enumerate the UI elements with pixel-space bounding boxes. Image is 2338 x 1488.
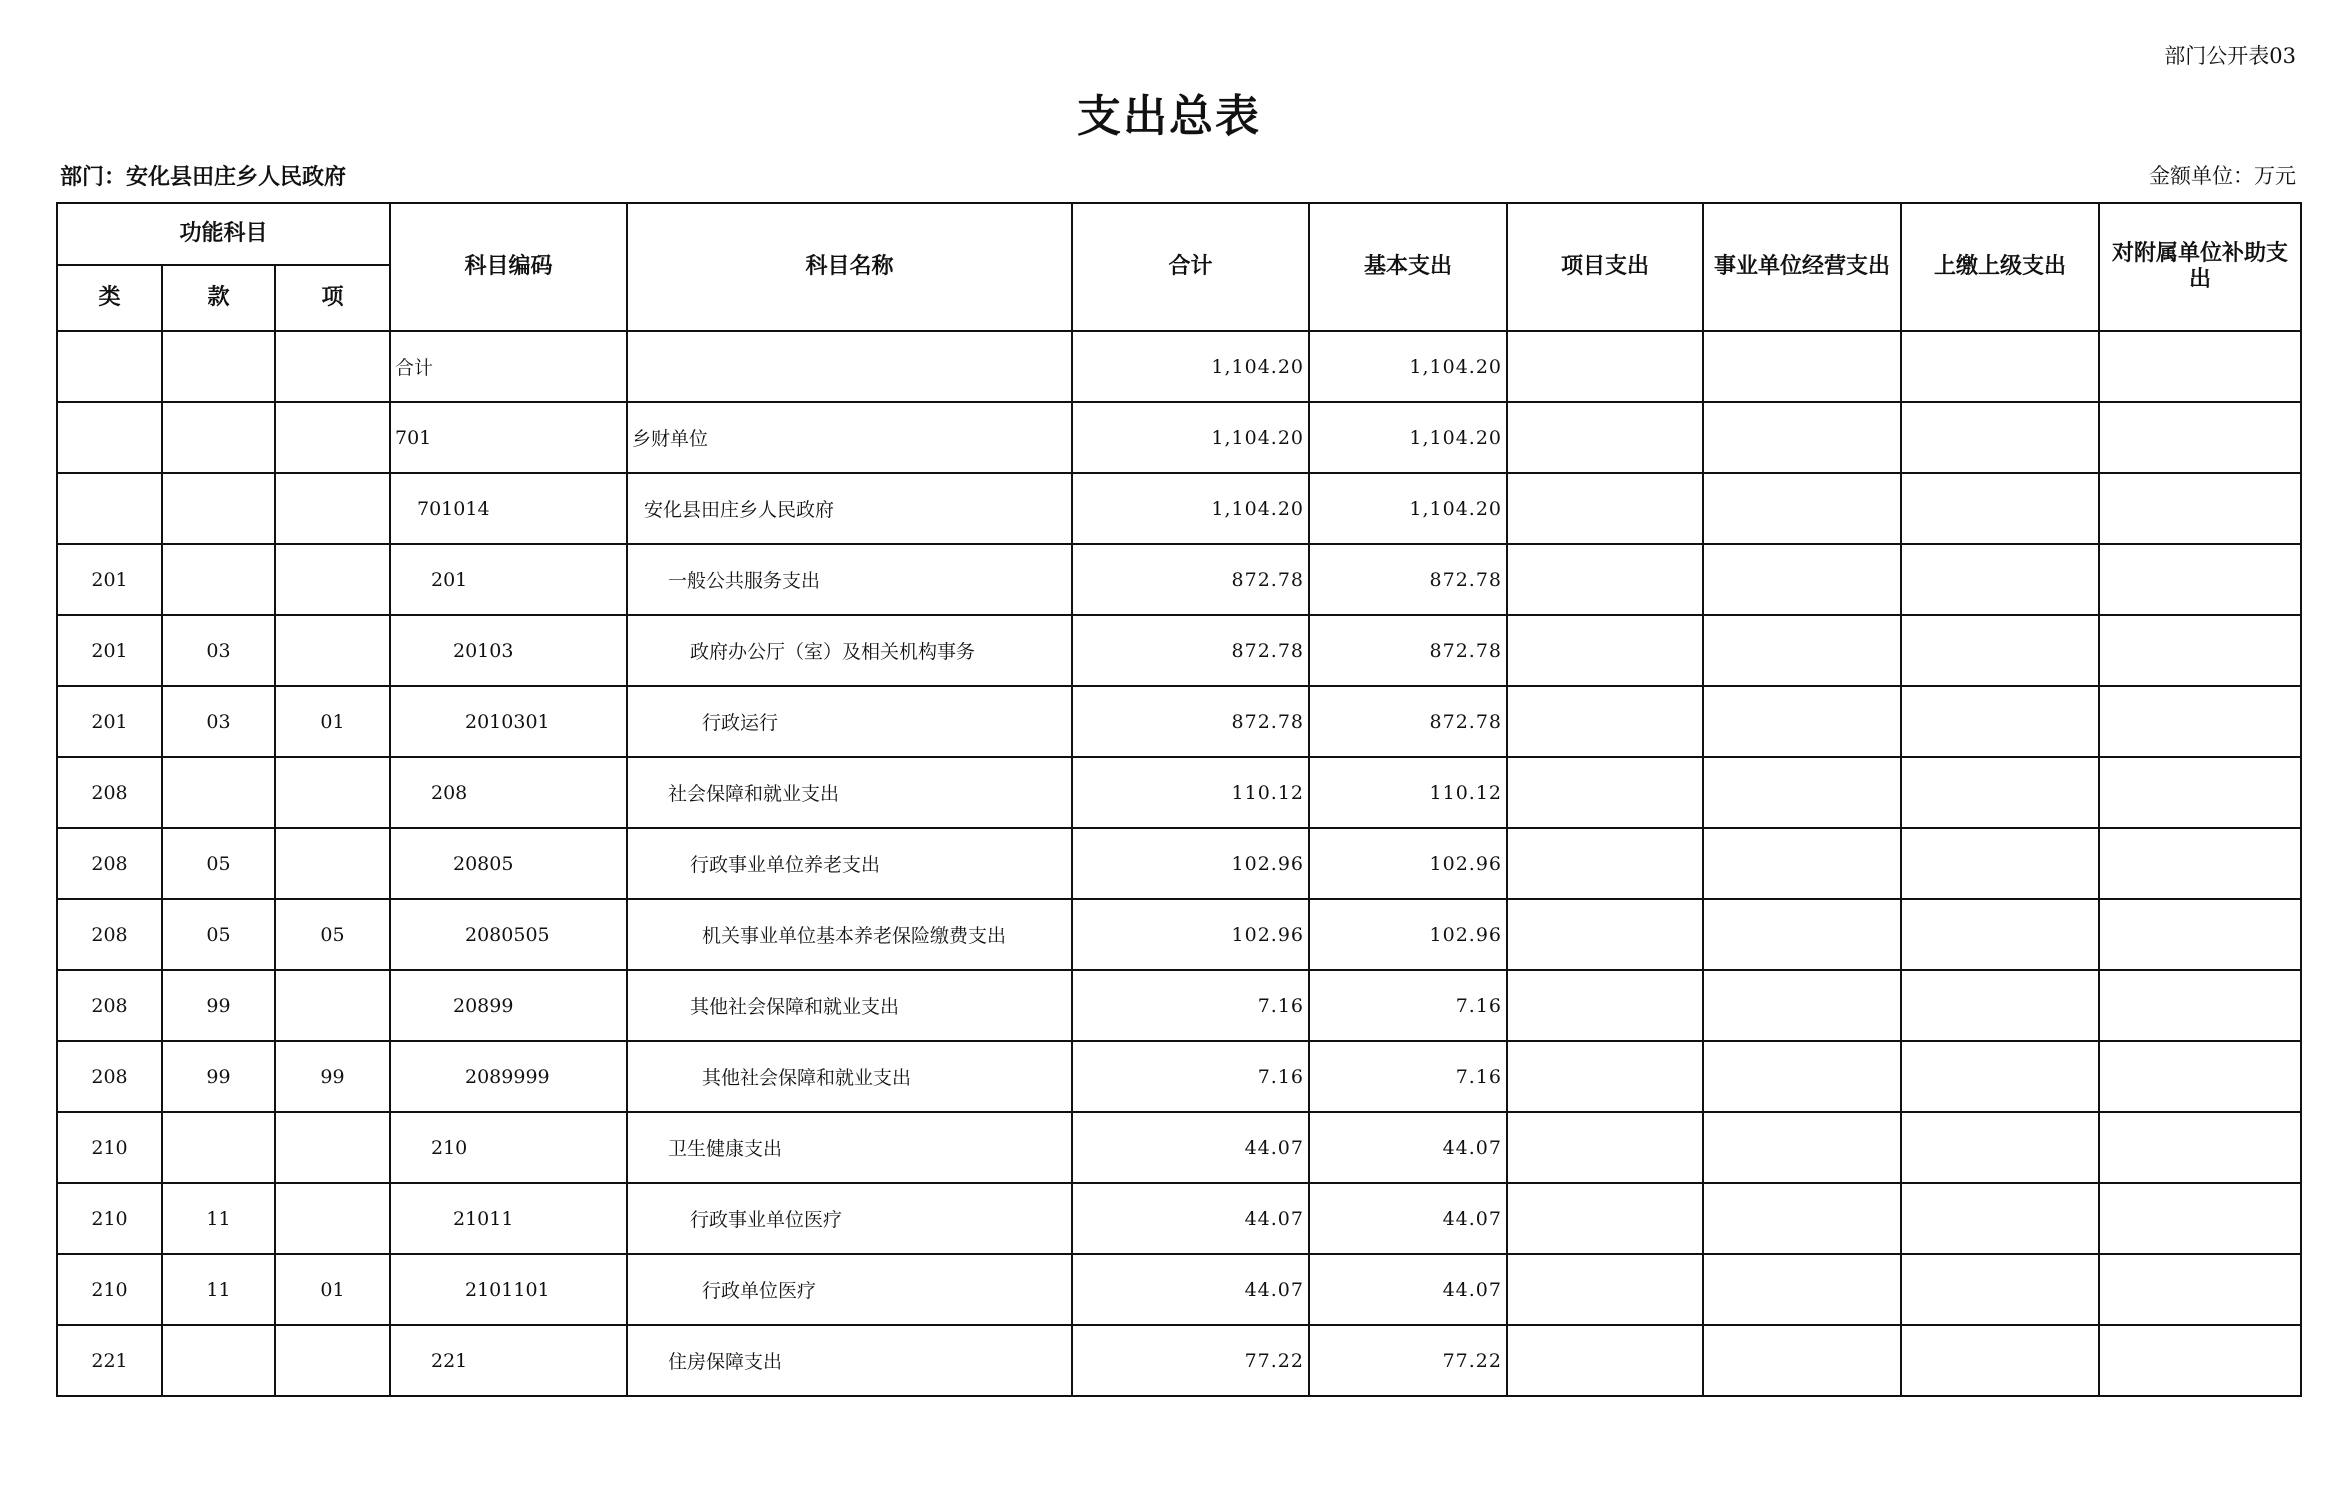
cell-subsidy bbox=[2099, 331, 2301, 402]
cell-xiang bbox=[275, 1112, 390, 1183]
cell-kuan: 05 bbox=[162, 899, 275, 970]
cell-business bbox=[1703, 615, 1901, 686]
cell-kuan bbox=[162, 402, 275, 473]
table-row bbox=[57, 331, 2301, 402]
cell-subsidy bbox=[2099, 970, 2301, 1041]
cell-name: 乡财单位 bbox=[627, 402, 1072, 473]
cell-code: 201 bbox=[390, 544, 627, 615]
cell-basic: 7.16 bbox=[1309, 1041, 1507, 1112]
cell-total: 1,104.20 bbox=[1072, 473, 1309, 544]
header-subsidy: 对附属单位补助支出 bbox=[2099, 203, 2301, 331]
cell-code: 701 bbox=[390, 402, 627, 473]
cell-lei bbox=[57, 402, 162, 473]
cell-xiang bbox=[275, 402, 390, 473]
header-name: 科目名称 bbox=[627, 203, 1072, 331]
header-row-1 bbox=[57, 203, 2301, 265]
table-row bbox=[57, 757, 2301, 828]
cell-lei: 208 bbox=[57, 970, 162, 1041]
cell-lei: 210 bbox=[57, 1183, 162, 1254]
cell-project bbox=[1507, 473, 1703, 544]
cell-basic: 872.78 bbox=[1309, 544, 1507, 615]
cell-basic: 102.96 bbox=[1309, 899, 1507, 970]
cell-lei: 221 bbox=[57, 1325, 162, 1396]
expenditure-table bbox=[56, 202, 2302, 1397]
cell-name: 机关事业单位基本养老保险缴费支出 bbox=[627, 899, 1072, 970]
cell-business bbox=[1703, 1254, 1901, 1325]
table-row bbox=[57, 1183, 2301, 1254]
cell-lei bbox=[57, 331, 162, 402]
table-row bbox=[57, 544, 2301, 615]
cell-upper bbox=[1901, 686, 2099, 757]
cell-lei bbox=[57, 473, 162, 544]
cell-upper bbox=[1901, 1254, 2099, 1325]
cell-code: 2080505 bbox=[390, 899, 627, 970]
cell-lei: 201 bbox=[57, 615, 162, 686]
cell-code: 20103 bbox=[390, 615, 627, 686]
cell-basic: 44.07 bbox=[1309, 1112, 1507, 1183]
cell-upper bbox=[1901, 1112, 2099, 1183]
cell-lei: 208 bbox=[57, 757, 162, 828]
table-row bbox=[57, 1112, 2301, 1183]
cell-basic: 1,104.20 bbox=[1309, 402, 1507, 473]
cell-project bbox=[1507, 899, 1703, 970]
cell-lei: 201 bbox=[57, 544, 162, 615]
cell-code: 20805 bbox=[390, 828, 627, 899]
cell-code: 20899 bbox=[390, 970, 627, 1041]
cell-upper bbox=[1901, 828, 2099, 899]
cell-basic: 872.78 bbox=[1309, 615, 1507, 686]
cell-name: 行政单位医疗 bbox=[627, 1254, 1072, 1325]
cell-total: 1,104.20 bbox=[1072, 331, 1309, 402]
cell-lei: 208 bbox=[57, 828, 162, 899]
cell-code: 221 bbox=[390, 1325, 627, 1396]
header-kuan: 款 bbox=[162, 265, 275, 331]
cell-kuan: 05 bbox=[162, 828, 275, 899]
cell-code: 210 bbox=[390, 1112, 627, 1183]
cell-xiang: 01 bbox=[275, 686, 390, 757]
cell-business bbox=[1703, 970, 1901, 1041]
cell-business bbox=[1703, 899, 1901, 970]
cell-total: 77.22 bbox=[1072, 1325, 1309, 1396]
cell-kuan bbox=[162, 1325, 275, 1396]
cell-business bbox=[1703, 402, 1901, 473]
cell-name: 一般公共服务支出 bbox=[627, 544, 1072, 615]
cell-xiang bbox=[275, 473, 390, 544]
cell-upper bbox=[1901, 473, 2099, 544]
cell-project bbox=[1507, 331, 1703, 402]
department-label: 部门：安化县田庄乡人民政府 bbox=[60, 165, 347, 190]
cell-upper bbox=[1901, 757, 2099, 828]
cell-kuan: 03 bbox=[162, 686, 275, 757]
cell-xiang bbox=[275, 828, 390, 899]
cell-project bbox=[1507, 1183, 1703, 1254]
cell-upper bbox=[1901, 899, 2099, 970]
cell-project bbox=[1507, 1112, 1703, 1183]
table-row bbox=[57, 615, 2301, 686]
header-code: 科目编码 bbox=[390, 203, 627, 331]
cell-xiang: 05 bbox=[275, 899, 390, 970]
cell-total: 44.07 bbox=[1072, 1254, 1309, 1325]
cell-xiang bbox=[275, 615, 390, 686]
cell-kuan bbox=[162, 757, 275, 828]
cell-basic: 77.22 bbox=[1309, 1325, 1507, 1396]
cell-xiang bbox=[275, 1183, 390, 1254]
cell-business bbox=[1703, 331, 1901, 402]
cell-name: 行政事业单位医疗 bbox=[627, 1183, 1072, 1254]
cell-total: 872.78 bbox=[1072, 686, 1309, 757]
cell-business bbox=[1703, 544, 1901, 615]
cell-xiang: 01 bbox=[275, 1254, 390, 1325]
cell-upper bbox=[1901, 970, 2099, 1041]
header-func-subject: 功能科目 bbox=[57, 203, 390, 265]
table-row bbox=[57, 402, 2301, 473]
cell-business bbox=[1703, 1041, 1901, 1112]
header-basic: 基本支出 bbox=[1309, 203, 1507, 331]
cell-total: 1,104.20 bbox=[1072, 402, 1309, 473]
cell-basic: 1,104.20 bbox=[1309, 473, 1507, 544]
cell-business bbox=[1703, 1325, 1901, 1396]
cell-lei: 210 bbox=[57, 1112, 162, 1183]
page-title: 支出总表 bbox=[1077, 91, 1261, 142]
cell-business bbox=[1703, 828, 1901, 899]
cell-name: 行政运行 bbox=[627, 686, 1072, 757]
table-row bbox=[57, 970, 2301, 1041]
cell-business bbox=[1703, 1183, 1901, 1254]
cell-subsidy bbox=[2099, 686, 2301, 757]
header-project: 项目支出 bbox=[1507, 203, 1703, 331]
cell-business bbox=[1703, 757, 1901, 828]
cell-kuan: 11 bbox=[162, 1254, 275, 1325]
cell-xiang bbox=[275, 757, 390, 828]
cell-basic: 1,104.20 bbox=[1309, 331, 1507, 402]
header-xiang: 项 bbox=[275, 265, 390, 331]
cell-upper bbox=[1901, 402, 2099, 473]
cell-code: 701014 bbox=[390, 473, 627, 544]
cell-project bbox=[1507, 615, 1703, 686]
cell-upper bbox=[1901, 615, 2099, 686]
cell-business bbox=[1703, 686, 1901, 757]
cell-subsidy bbox=[2099, 1254, 2301, 1325]
cell-basic: 102.96 bbox=[1309, 828, 1507, 899]
cell-name: 其他社会保障和就业支出 bbox=[627, 1041, 1072, 1112]
cell-subsidy bbox=[2099, 1041, 2301, 1112]
table-row bbox=[57, 1041, 2301, 1112]
cell-xiang bbox=[275, 544, 390, 615]
cell-code: 2010301 bbox=[390, 686, 627, 757]
header-lei: 类 bbox=[57, 265, 162, 331]
header-total: 合计 bbox=[1072, 203, 1309, 331]
cell-upper bbox=[1901, 331, 2099, 402]
cell-kuan: 11 bbox=[162, 1183, 275, 1254]
table-row bbox=[57, 1325, 2301, 1396]
cell-project bbox=[1507, 686, 1703, 757]
cell-subsidy bbox=[2099, 402, 2301, 473]
cell-project bbox=[1507, 544, 1703, 615]
cell-business bbox=[1703, 473, 1901, 544]
cell-kuan bbox=[162, 1112, 275, 1183]
cell-kuan bbox=[162, 331, 275, 402]
cell-total: 44.07 bbox=[1072, 1183, 1309, 1254]
cell-name: 住房保障支出 bbox=[627, 1325, 1072, 1396]
cell-business bbox=[1703, 1112, 1901, 1183]
cell-upper bbox=[1901, 1183, 2099, 1254]
cell-subsidy bbox=[2099, 544, 2301, 615]
cell-code: 2101101 bbox=[390, 1254, 627, 1325]
cell-lei: 210 bbox=[57, 1254, 162, 1325]
cell-code: 合计 bbox=[390, 331, 627, 402]
cell-kuan: 99 bbox=[162, 970, 275, 1041]
table-row bbox=[57, 899, 2301, 970]
cell-name: 其他社会保障和就业支出 bbox=[627, 970, 1072, 1041]
cell-project bbox=[1507, 1041, 1703, 1112]
cell-total: 7.16 bbox=[1072, 970, 1309, 1041]
amount-unit-label: 金额单位：万元 bbox=[2149, 164, 2296, 188]
header-upper: 上缴上级支出 bbox=[1901, 203, 2099, 331]
cell-project bbox=[1507, 757, 1703, 828]
table-row bbox=[57, 1254, 2301, 1325]
cell-xiang: 99 bbox=[275, 1041, 390, 1112]
cell-subsidy bbox=[2099, 899, 2301, 970]
cell-basic: 44.07 bbox=[1309, 1183, 1507, 1254]
cell-kuan bbox=[162, 473, 275, 544]
cell-project bbox=[1507, 1254, 1703, 1325]
cell-upper bbox=[1901, 1325, 2099, 1396]
cell-lei: 208 bbox=[57, 1041, 162, 1112]
table-row bbox=[57, 686, 2301, 757]
cell-subsidy bbox=[2099, 615, 2301, 686]
cell-total: 44.07 bbox=[1072, 1112, 1309, 1183]
table-row bbox=[57, 828, 2301, 899]
cell-kuan bbox=[162, 544, 275, 615]
cell-name: 政府办公厅（室）及相关机构事务 bbox=[627, 615, 1072, 686]
cell-project bbox=[1507, 828, 1703, 899]
cell-subsidy bbox=[2099, 1112, 2301, 1183]
table-row bbox=[57, 473, 2301, 544]
cell-subsidy bbox=[2099, 1325, 2301, 1396]
cell-name bbox=[627, 331, 1072, 402]
cell-total: 102.96 bbox=[1072, 828, 1309, 899]
cell-subsidy bbox=[2099, 473, 2301, 544]
cell-lei: 208 bbox=[57, 899, 162, 970]
cell-total: 7.16 bbox=[1072, 1041, 1309, 1112]
form-id: 部门公开表03 bbox=[2164, 44, 2296, 68]
cell-basic: 44.07 bbox=[1309, 1254, 1507, 1325]
header-business: 事业单位经营支出 bbox=[1703, 203, 1901, 331]
cell-code: 2089999 bbox=[390, 1041, 627, 1112]
cell-basic: 110.12 bbox=[1309, 757, 1507, 828]
cell-total: 872.78 bbox=[1072, 615, 1309, 686]
cell-upper bbox=[1901, 1041, 2099, 1112]
cell-project bbox=[1507, 970, 1703, 1041]
cell-subsidy bbox=[2099, 757, 2301, 828]
cell-name: 社会保障和就业支出 bbox=[627, 757, 1072, 828]
cell-project bbox=[1507, 1325, 1703, 1396]
cell-project bbox=[1507, 402, 1703, 473]
cell-xiang bbox=[275, 970, 390, 1041]
cell-basic: 7.16 bbox=[1309, 970, 1507, 1041]
cell-basic: 872.78 bbox=[1309, 686, 1507, 757]
cell-total: 110.12 bbox=[1072, 757, 1309, 828]
cell-code: 21011 bbox=[390, 1183, 627, 1254]
cell-subsidy bbox=[2099, 1183, 2301, 1254]
cell-kuan: 03 bbox=[162, 615, 275, 686]
cell-xiang bbox=[275, 1325, 390, 1396]
cell-xiang bbox=[275, 331, 390, 402]
cell-total: 872.78 bbox=[1072, 544, 1309, 615]
cell-lei: 201 bbox=[57, 686, 162, 757]
cell-upper bbox=[1901, 544, 2099, 615]
cell-name: 安化县田庄乡人民政府 bbox=[627, 473, 1072, 544]
cell-subsidy bbox=[2099, 828, 2301, 899]
cell-name: 卫生健康支出 bbox=[627, 1112, 1072, 1183]
cell-total: 102.96 bbox=[1072, 899, 1309, 970]
cell-name: 行政事业单位养老支出 bbox=[627, 828, 1072, 899]
cell-code: 208 bbox=[390, 757, 627, 828]
cell-kuan: 99 bbox=[162, 1041, 275, 1112]
